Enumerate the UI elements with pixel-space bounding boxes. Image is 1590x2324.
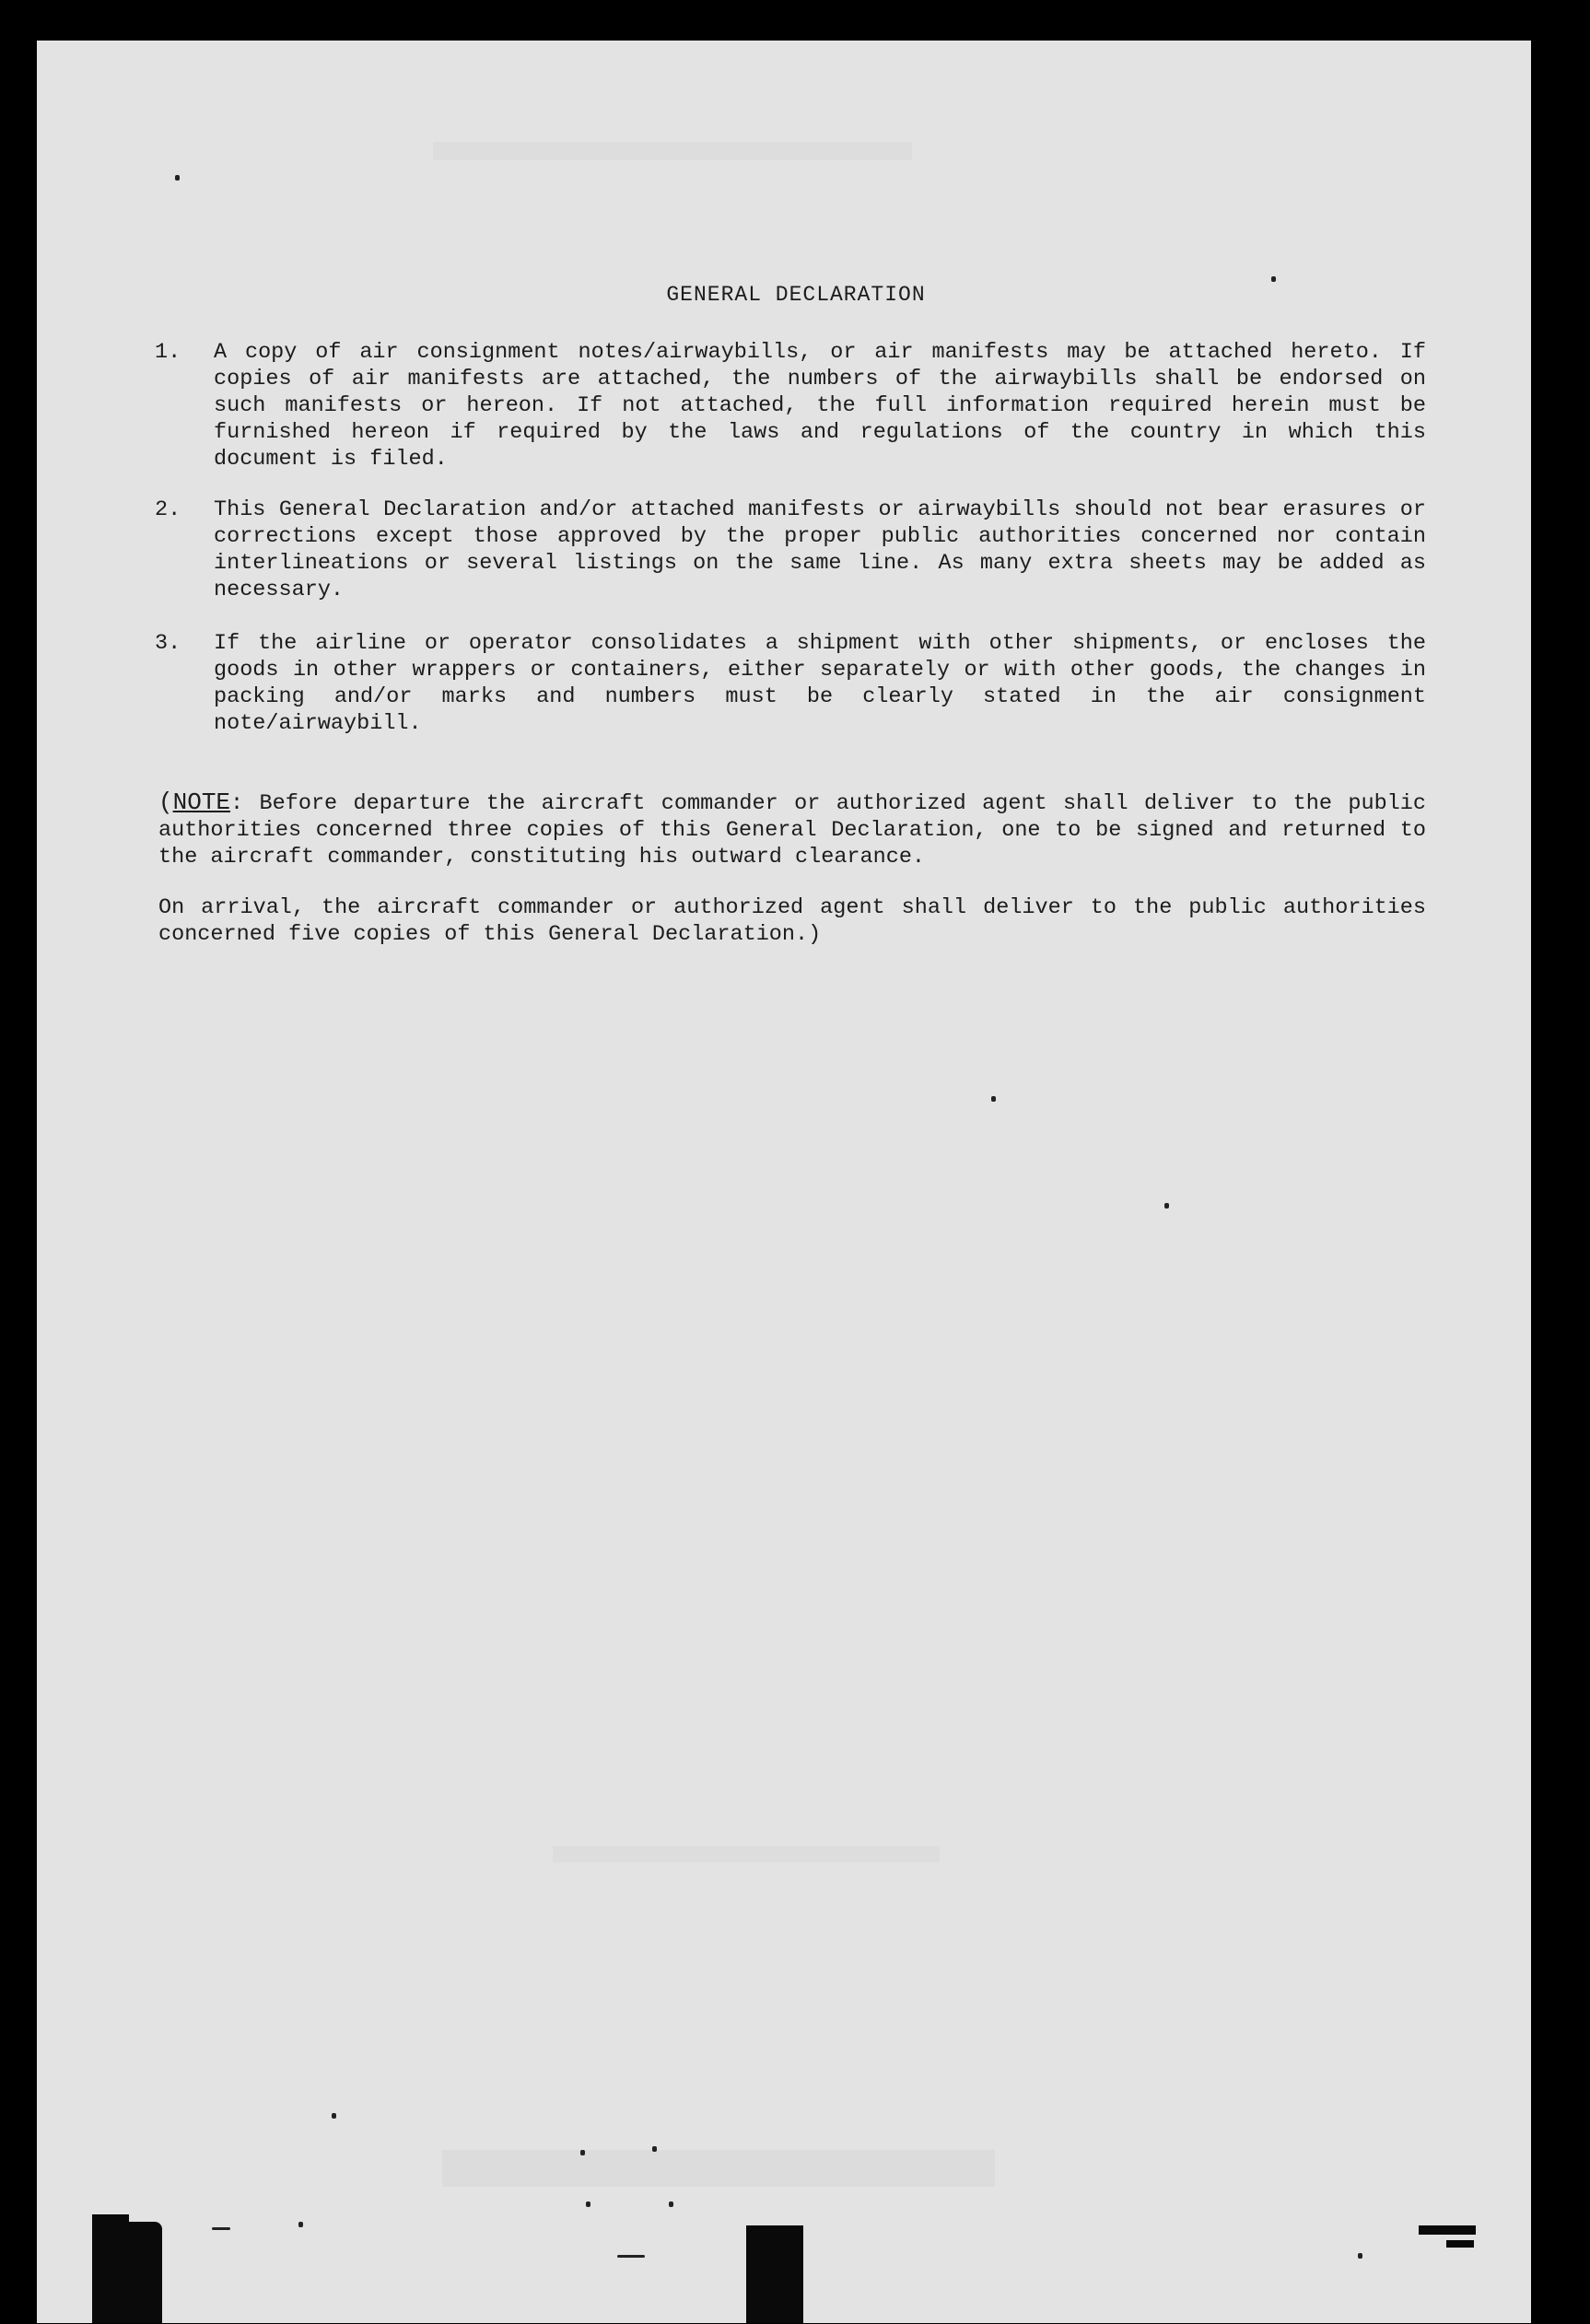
speck xyxy=(1358,2253,1362,2259)
item-text: A copy of air consignment notes/airwaybills, or air manifests may be attached hereto. If copies of air manifests are attached, the numbers of the airwaybills shall be endorsed on such manifests or hereon. If not attached, the full information required herein must be furnished hereon if required by the laws and regulations of the country in which this document is filed. xyxy=(214,340,1426,472)
speck xyxy=(1164,1203,1169,1209)
instruction-item-2 xyxy=(155,496,1426,603)
show-through-middle xyxy=(553,1846,940,1863)
item-text: This General Declaration and/or attached manifests or airwaybills should not bear erasures or corrections except those approved by the proper public authorities concerned nor contain interlineations or several listings on the same line. As many extra sheets may be added as necessary. xyxy=(214,497,1426,602)
item-number: 1. xyxy=(155,340,181,365)
speck xyxy=(175,175,180,181)
edge-blot-left-2 xyxy=(129,2222,162,2323)
speck xyxy=(652,2146,657,2152)
note-label: NOTE xyxy=(172,788,231,816)
document-page xyxy=(37,41,1531,2323)
instruction-item-3 xyxy=(155,630,1426,737)
speck xyxy=(580,2150,585,2155)
item-number: 3. xyxy=(155,631,181,656)
speck xyxy=(1271,276,1276,282)
show-through-top xyxy=(433,142,912,160)
speck xyxy=(298,2222,303,2227)
instruction-item-1 xyxy=(155,339,1426,473)
speck xyxy=(669,2201,673,2207)
document-title: GENERAL DECLARATION xyxy=(666,283,926,307)
note-open-paren: ( xyxy=(158,788,173,816)
speck xyxy=(332,2113,336,2119)
speck xyxy=(617,2255,645,2258)
speck xyxy=(212,2227,230,2230)
note-paragraph-1 xyxy=(158,789,1426,870)
edge-blot-left xyxy=(92,2214,129,2323)
note-text: Before departure the aircraft commander or authorized agent shall deliver to the public authorities concerned three copies of this General Declaration, one to be signed and returned to the aircraft commander, constituting his outward clearance. xyxy=(158,791,1426,870)
edge-blot-center xyxy=(746,2225,803,2323)
speck xyxy=(991,1096,996,1102)
note-paragraph-2: On arrival, the aircraft commander or authorized agent shall deliver to the public authorities concerned five copies of this General Declaration.) xyxy=(158,895,1426,947)
edge-blot-right-2 xyxy=(1446,2240,1474,2248)
note-colon: : xyxy=(230,791,244,816)
speck xyxy=(586,2201,590,2207)
edge-blot-right xyxy=(1419,2225,1476,2235)
item-text: If the airline or operator consolidates a shipment with other shipments, or encloses the goods in other wrappers or containers, either separately or with other goods, the changes in packing and/or marks and numbers must be clearly stated in the air consignment note/airwaybill. xyxy=(214,631,1426,736)
item-number: 2. xyxy=(155,497,181,522)
show-through-bottom xyxy=(442,2150,995,2187)
